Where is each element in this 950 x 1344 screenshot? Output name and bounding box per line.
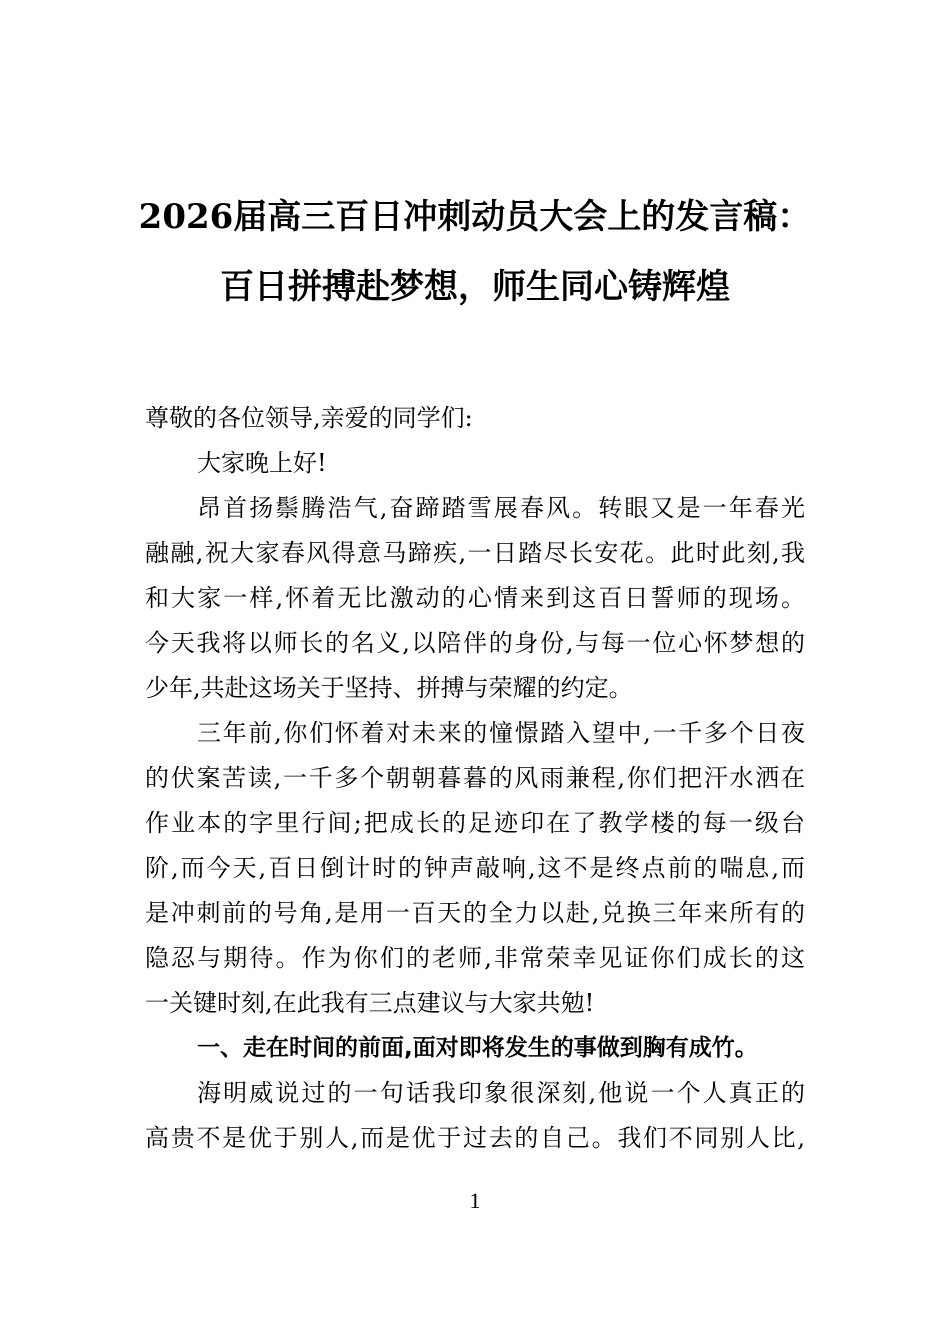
paragraph-line: 一关键时刻,在此我有三点建议与大家共勉! [145,989,595,1017]
paragraph-line: 三年前,你们怀着对未来的憧憬踏入望中,一千多个日夜 [197,719,805,747]
title-line-1: 2026届高三百日冲刺动员大会上的发言稿： [138,197,812,237]
paragraph-1 [145,486,805,711]
paragraph-line: 昂首扬鬃腾浩气,奋蹄踏雪展春风。转眼又是一年春光 [197,494,805,522]
title-line-2: 百日拼搏赴梦想，师生同心铸辉煌 [220,267,730,307]
document-body [145,396,805,1161]
page-number: 1 [469,1188,481,1213]
document-title [0,182,950,322]
paragraph-line: 隐忍与期待。作为你们的老师,非常荣幸见证你们成长的这 [145,944,805,972]
paragraph-line: 是冲刺前的号角,是用一百天的全力以赴,兑换三年来所有的 [145,899,805,927]
paragraph-2 [145,711,805,1026]
salutation: 尊敬的各位领导,亲爱的同学们: [145,404,473,432]
paragraph-line: 少年,共赴这场关于坚持、拼搏与荣耀的约定。 [145,674,633,702]
paragraph-line: 高贵不是优于别人,而是优于过去的自己。我们不同别人比, [145,1124,805,1152]
paragraph-3 [145,1071,805,1161]
paragraph-line: 海明威说过的一句话我印象很深刻,他说一个人真正的 [197,1079,805,1107]
paragraph-line: 阶,而今天,百日倒计时的钟声敲响,这不是终点前的喘息,而 [145,854,805,882]
paragraph-line: 和大家一样,怀着无比激动的心情来到这百日誓师的现场。 [145,584,805,612]
section-heading-1: 一、走在时间的前面,面对即将发生的事做到胸有成竹。 [197,1035,758,1061]
paragraph-line: 作业本的字里行间;把成长的足迹印在了教学楼的每一级台 [145,809,805,837]
paragraph-line: 今天我将以师长的名义,以陪伴的身份,与每一位心怀梦想的 [145,629,805,657]
paragraph-line: 融融,祝大家春风得意马蹄疾,一日踏尽长安花。此时此刻,我 [145,539,805,567]
paragraph-line: 的伏案苦读,一千多个朝朝暮暮的风雨兼程,你们把汗水洒在 [145,764,805,792]
greeting: 大家晚上好! [197,449,327,477]
